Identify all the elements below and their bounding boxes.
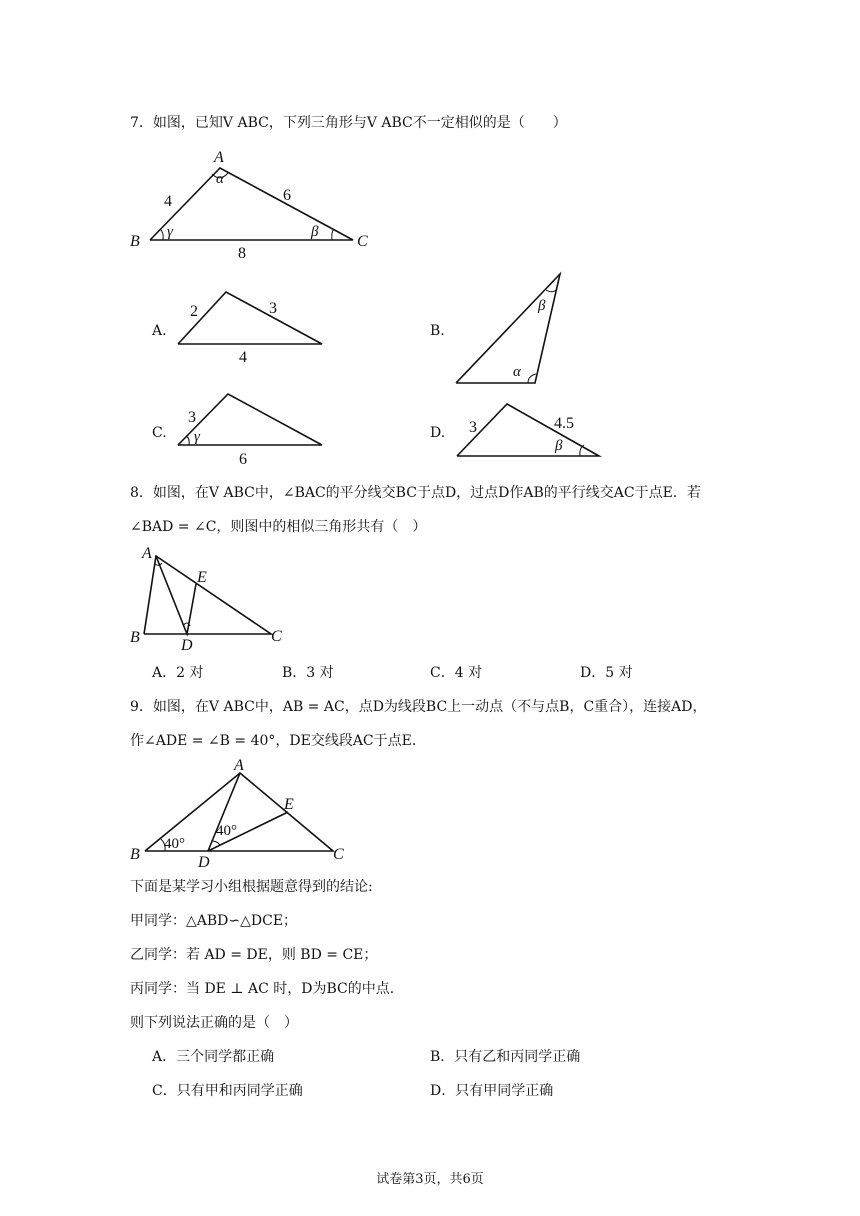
q7-side-ac: 6 (283, 187, 291, 204)
q8-line-2: ∠BAD = ∠C，则图中的相似三角形共有（ ） (130, 519, 427, 535)
q7-option-d-side-1: 3 (469, 419, 477, 436)
q8-label-C: C (271, 628, 282, 645)
q7-angle-alpha: α (216, 171, 224, 187)
q7-angle-gamma: γ (167, 224, 173, 240)
q8-label-A: A (142, 545, 152, 562)
q9-option-d: D．只有甲同学正确 (430, 1083, 554, 1099)
q9-label-D: D (198, 854, 210, 871)
q7-option-a-figure (170, 285, 330, 365)
page-footer: 试卷第3页，共6页 (376, 1172, 484, 1187)
q9-label-B: B (130, 846, 140, 863)
q9-label-E: E (284, 796, 294, 813)
q8-label-E: E (197, 569, 207, 586)
q7-option-a-side-2: 3 (269, 300, 277, 317)
q7-label-B: B (130, 233, 140, 250)
q8-option-d: D．5 对 (580, 665, 633, 681)
q7-stem: 7．如图，已知V ABC，下列三角形与V ABC不一定相似的是（ ） (130, 115, 567, 131)
q7-option-a-side-3: 4 (239, 349, 247, 366)
q7-option-d-angle-beta: β (555, 438, 563, 454)
q9-option-a: A．三个同学都正确 (152, 1049, 275, 1065)
q9-statement-bing: 丙同学：当 DE ⊥ AC 时，D为BC的中点． (130, 981, 404, 997)
q9-label-C: C (333, 846, 344, 863)
q9-angle-d: 40° (216, 823, 237, 839)
q7-option-a-label: A. (152, 323, 167, 339)
q9-option-c: C．只有甲和丙同学正确 (152, 1083, 303, 1099)
q7-option-d-figure (450, 398, 610, 462)
q7-label-C: C (357, 233, 368, 250)
q9-line-1: 9．如图，在V ABC中，AB = AC，点D为线段BC上一动点（不与点B，C重合），连接AD， (130, 699, 707, 715)
q8-figure (125, 540, 295, 655)
q9-statement-yi: 乙同学：若 AD = DE，则 BD = CE； (130, 947, 378, 963)
q7-option-c-side-3: 6 (239, 451, 247, 468)
q8-option-b: B．3 对 (282, 665, 334, 681)
q7-option-d-side-2: 4.5 (554, 415, 574, 432)
q7-main-triangle-figure (120, 140, 390, 270)
q8-option-c: C．4 对 (430, 665, 483, 681)
q7-angle-beta: β (311, 224, 319, 240)
q9-option-b: B．只有乙和丙同学正确 (430, 1049, 581, 1065)
q7-label-A: A (214, 149, 224, 166)
q7-side-bc: 8 (238, 245, 246, 262)
q7-option-c-figure (170, 388, 330, 468)
q7-option-c-label: C. (152, 425, 167, 441)
q9-question: 则下列说法正确的是（ ） (130, 1015, 298, 1031)
q7-option-d-label: D. (430, 425, 446, 441)
q9-intro: 下面是某学习小组根据题意得到的结论: (130, 879, 373, 895)
q9-label-A: A (234, 757, 244, 774)
q8-option-a: A．2 对 (152, 665, 204, 681)
q7-option-b-angle-alpha: α (513, 364, 521, 380)
q7-option-b-angle-beta: β (538, 298, 546, 314)
q7-option-a-side-1: 2 (190, 303, 198, 320)
q9-figure (125, 755, 355, 870)
q8-label-D: D (181, 637, 193, 654)
q7-option-b-label: B. (430, 323, 445, 339)
q9-line-2: 作∠ADE = ∠B = 40°，DE交线段AC于点E． (130, 733, 426, 749)
q7-option-b-figure (450, 268, 570, 390)
q7-side-ab: 4 (164, 193, 172, 210)
q9-angle-b: 40° (164, 836, 185, 852)
q7-option-c-angle-gamma: γ (194, 429, 200, 445)
q8-label-B: B (130, 629, 140, 646)
q8-line-1: 8．如图，在V ABC中，∠BAC的平分线交BC于点D，过点D作AB的平行线交AC于点E．若 (130, 485, 701, 501)
q9-statement-jia: 甲同学：△ABD∽△DCE； (130, 913, 298, 929)
q7-option-c-side-1: 3 (188, 409, 196, 426)
